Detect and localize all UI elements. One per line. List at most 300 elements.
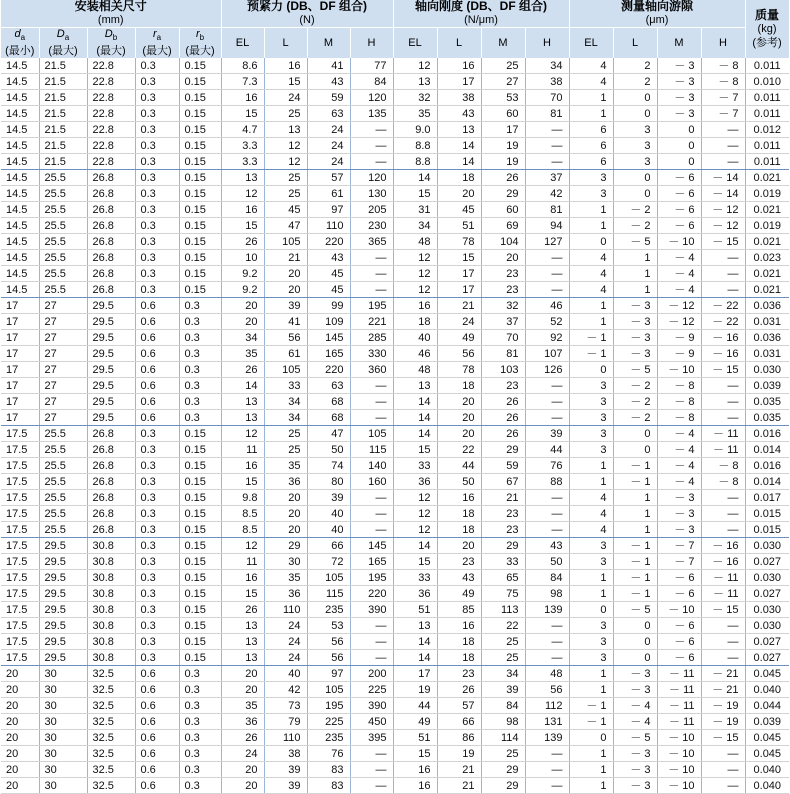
table-cell: 0 [657, 154, 701, 170]
table-cell: 20 [481, 250, 525, 266]
table-cell: 86 [437, 730, 481, 746]
table-cell: — [525, 378, 569, 394]
table-cell: 0.15 [179, 186, 221, 202]
table-row [1, 58, 789, 74]
table-cell: — [350, 650, 393, 666]
level-col-header: H [701, 28, 745, 59]
table-cell: 0.021 [745, 170, 789, 186]
table-cell: 40 [264, 666, 307, 682]
table-cell: 39 [264, 762, 307, 778]
table-cell: 45 [307, 266, 350, 282]
table-cell: 66 [307, 538, 350, 554]
table-cell: 50 [525, 554, 569, 570]
table-cell: 17 [1, 346, 39, 362]
table-cell: 20 [1, 714, 39, 730]
table-cell: 33 [481, 554, 525, 570]
table-cell: 25.5 [39, 202, 87, 218]
table-cell: 51 [393, 730, 437, 746]
table-cell: — [525, 282, 569, 298]
table-cell: 20 [264, 266, 307, 282]
table-cell: 8.5 [221, 506, 264, 522]
table-cell: 97 [307, 202, 350, 218]
table-row [1, 538, 789, 554]
table-cell: 46 [525, 298, 569, 314]
table-cell: 285 [350, 330, 393, 346]
table-cell: 78 [437, 234, 481, 250]
table-cell: 0.3 [135, 74, 179, 90]
table-cell: 29.5 [87, 362, 135, 378]
table-cell: 21 [264, 250, 307, 266]
table-cell: 35 [221, 346, 264, 362]
table-cell: 0.3 [135, 442, 179, 458]
table-cell: 84 [481, 698, 525, 714]
table-cell: 450 [350, 714, 393, 730]
table-cell: 0.15 [179, 138, 221, 154]
table-cell: 30.8 [87, 650, 135, 666]
table-cell: — [701, 122, 745, 138]
table-cell: 29.5 [87, 394, 135, 410]
table-cell: 14.5 [1, 138, 39, 154]
table-cell: 0.15 [179, 202, 221, 218]
table-cell: 3 [613, 138, 657, 154]
table-cell: － 15 [701, 234, 745, 250]
table-cell: — [525, 410, 569, 426]
table-row [1, 698, 789, 714]
table-cell: 12 [221, 538, 264, 554]
table-row [1, 362, 789, 378]
table-row [1, 170, 789, 186]
table-cell: — [701, 762, 745, 778]
table-cell: 1 [613, 522, 657, 538]
table-cell: 17 [393, 666, 437, 682]
table-cell: 26 [481, 170, 525, 186]
table-cell: 120 [350, 170, 393, 186]
table-cell: 220 [307, 234, 350, 250]
table-cell: 25.5 [39, 250, 87, 266]
table-cell: － 4 [657, 266, 701, 282]
table-cell: － 7 [657, 554, 701, 570]
table-cell: 47 [264, 218, 307, 234]
table-cell: 0.3 [135, 266, 179, 282]
table-cell: 0.3 [179, 362, 221, 378]
table-cell: 0.019 [745, 186, 789, 202]
table-cell: 25.5 [39, 490, 87, 506]
table-cell: — [701, 650, 745, 666]
table-cell: 20 [264, 490, 307, 506]
table-cell: 76 [307, 746, 350, 762]
table-cell: 27 [39, 410, 87, 426]
table-cell: 32.5 [87, 746, 135, 762]
table-cell: 14.5 [1, 58, 39, 74]
table-cell: 120 [350, 90, 393, 106]
table-cell: 15 [393, 554, 437, 570]
table-cell: 26 [481, 394, 525, 410]
table-cell: 81 [525, 202, 569, 218]
table-cell: 76 [525, 458, 569, 474]
table-cell: 34 [264, 410, 307, 426]
table-cell: 17 [437, 282, 481, 298]
table-cell: 0.3 [179, 666, 221, 682]
table-cell: 38 [437, 90, 481, 106]
table-cell: 29.5 [39, 634, 87, 650]
table-row [1, 714, 789, 730]
table-cell: 2 [613, 74, 657, 90]
table-row [1, 186, 789, 202]
table-cell: 0 [613, 186, 657, 202]
table-cell: 0.3 [135, 234, 179, 250]
table-cell: 0.011 [745, 138, 789, 154]
table-cell: 24 [264, 90, 307, 106]
table-cell: 25 [264, 186, 307, 202]
table-row [1, 410, 789, 426]
table-cell: 0 [569, 730, 613, 746]
table-cell: 26.8 [87, 266, 135, 282]
table-cell: 1 [569, 202, 613, 218]
table-cell: 105 [307, 570, 350, 586]
table-cell: 94 [525, 218, 569, 234]
table-cell: 221 [350, 314, 393, 330]
table-cell: 15 [221, 474, 264, 490]
table-cell: 195 [307, 698, 350, 714]
table-cell: 200 [350, 666, 393, 682]
table-cell: 6 [569, 122, 613, 138]
table-cell: 3 [569, 170, 613, 186]
table-row [1, 634, 789, 650]
table-cell: 20 [437, 426, 481, 442]
table-cell: － 2 [613, 410, 657, 426]
table-cell: 0.036 [745, 298, 789, 314]
table-cell: 23 [481, 282, 525, 298]
table-cell: － 8 [701, 474, 745, 490]
table-cell: － 12 [657, 298, 701, 314]
table-cell: 20 [437, 410, 481, 426]
table-cell: 26.8 [87, 506, 135, 522]
table-cell: 14 [437, 154, 481, 170]
table-cell: 0.3 [135, 90, 179, 106]
table-cell: 4 [569, 250, 613, 266]
table-cell: 3 [569, 554, 613, 570]
table-cell: 8.8 [393, 138, 437, 154]
table-cell: 25.5 [39, 474, 87, 490]
table-cell: 20 [264, 522, 307, 538]
table-cell: 0 [613, 634, 657, 650]
table-row [1, 122, 789, 138]
table-cell: － 7 [701, 106, 745, 122]
table-cell: － 10 [657, 234, 701, 250]
table-cell: 44 [393, 698, 437, 714]
table-cell: 14.5 [1, 170, 39, 186]
table-cell: 0.021 [745, 202, 789, 218]
table-cell: 53 [481, 90, 525, 106]
table-cell: 11 [221, 554, 264, 570]
table-cell: 27 [39, 330, 87, 346]
table-cell: 19 [481, 138, 525, 154]
table-cell: 13 [437, 122, 481, 138]
table-cell: 12 [393, 506, 437, 522]
table-cell: 15 [393, 186, 437, 202]
table-cell: 0.3 [179, 378, 221, 394]
level-col-header: EL [569, 28, 613, 59]
table-cell: — [350, 778, 393, 794]
table-cell: － 5 [613, 362, 657, 378]
table-cell: 14.5 [1, 186, 39, 202]
table-cell: 35 [264, 458, 307, 474]
table-cell: 35 [264, 570, 307, 586]
table-cell: 26 [221, 234, 264, 250]
table-cell: 69 [481, 218, 525, 234]
table-cell: 24 [307, 138, 350, 154]
table-cell: 30 [39, 746, 87, 762]
table-cell: － 16 [701, 330, 745, 346]
table-cell: 1 [613, 490, 657, 506]
table-cell: 0.15 [179, 458, 221, 474]
table-cell: 17.5 [1, 602, 39, 618]
table-cell: 17 [1, 362, 39, 378]
table-cell: 22.8 [87, 122, 135, 138]
table-cell: 19 [393, 682, 437, 698]
table-cell: 23 [437, 666, 481, 682]
table-cell: 27 [481, 74, 525, 90]
table-cell: － 11 [657, 714, 701, 730]
table-cell: 22.8 [87, 138, 135, 154]
table-cell: 14.5 [1, 218, 39, 234]
table-cell: － 4 [657, 250, 701, 266]
table-cell: 13 [393, 618, 437, 634]
table-cell: 25.5 [39, 234, 87, 250]
table-cell: 16 [393, 298, 437, 314]
table-cell: 17.5 [1, 570, 39, 586]
table-cell: 35 [393, 106, 437, 122]
table-cell: 103 [481, 362, 525, 378]
table-cell: 225 [307, 714, 350, 730]
table-cell: — [525, 778, 569, 794]
table-cell: 48 [393, 362, 437, 378]
table-cell: 35 [221, 698, 264, 714]
table-cell: — [701, 618, 745, 634]
table-cell: 0.3 [135, 538, 179, 554]
table-cell: 0.031 [745, 346, 789, 362]
table-cell: 17.5 [1, 586, 39, 602]
table-cell: 1 [613, 506, 657, 522]
table-cell: — [525, 618, 569, 634]
table-row [1, 154, 789, 170]
table-cell: 0.15 [179, 490, 221, 506]
table-cell: 25 [264, 106, 307, 122]
table-cell: 0.15 [179, 474, 221, 490]
table-cell: 130 [350, 186, 393, 202]
table-cell: 0.15 [179, 122, 221, 138]
table-cell: 14.5 [1, 106, 39, 122]
table-cell: － 1 [569, 330, 613, 346]
table-cell: 0.15 [179, 58, 221, 74]
table-cell: 10 [221, 250, 264, 266]
table-cell: － 1 [613, 538, 657, 554]
table-cell: 20 [221, 314, 264, 330]
table-cell: 61 [264, 346, 307, 362]
table-cell: 365 [350, 234, 393, 250]
table-cell: 0.15 [179, 90, 221, 106]
table-cell: 30 [264, 554, 307, 570]
table-cell: 0.045 [745, 746, 789, 762]
table-cell: 17 [1, 330, 39, 346]
table-row [1, 202, 789, 218]
table-cell: 0.017 [745, 490, 789, 506]
table-cell: 0.011 [745, 154, 789, 170]
table-cell: 0.15 [179, 282, 221, 298]
table-cell: － 10 [657, 746, 701, 762]
table-cell: 0.3 [135, 58, 179, 74]
table-cell: 38 [264, 746, 307, 762]
table-cell: — [525, 650, 569, 666]
table-cell: 51 [437, 218, 481, 234]
table-cell: 4 [569, 74, 613, 90]
table-cell: 0.3 [135, 250, 179, 266]
table-cell: — [525, 746, 569, 762]
table-cell: － 4 [657, 442, 701, 458]
table-row [1, 586, 789, 602]
table-cell: 0.6 [135, 298, 179, 314]
table-cell: 61 [307, 186, 350, 202]
table-cell: 20 [1, 666, 39, 682]
table-cell: 16 [393, 762, 437, 778]
table-cell: 21.5 [39, 154, 87, 170]
table-cell: － 9 [657, 330, 701, 346]
table-cell: 18 [437, 170, 481, 186]
table-cell: 29.5 [87, 378, 135, 394]
table-cell: 14 [221, 378, 264, 394]
table-cell: － 3 [657, 506, 701, 522]
table-cell: 1 [569, 570, 613, 586]
table-cell: 67 [481, 474, 525, 490]
table-cell: 27 [39, 394, 87, 410]
table-cell: － 8 [657, 394, 701, 410]
table-cell: 34 [481, 666, 525, 682]
table-cell: 1 [569, 474, 613, 490]
table-cell: － 6 [657, 634, 701, 650]
table-cell: 81 [525, 106, 569, 122]
table-cell: 0.15 [179, 74, 221, 90]
table-cell: 145 [307, 330, 350, 346]
table-cell: 21 [481, 490, 525, 506]
table-cell: 66 [437, 714, 481, 730]
table-cell: 16 [264, 58, 307, 74]
table-cell: 0.3 [179, 778, 221, 794]
table-cell: 8.5 [221, 522, 264, 538]
table-cell: － 15 [701, 362, 745, 378]
table-cell: 0.030 [745, 362, 789, 378]
table-cell: 11 [221, 442, 264, 458]
table-cell: 17.5 [1, 458, 39, 474]
table-cell: 17.5 [1, 618, 39, 634]
table-cell: 25.5 [39, 282, 87, 298]
table-cell: 0.6 [135, 330, 179, 346]
table-cell: — [701, 282, 745, 298]
table-cell: 30 [39, 730, 87, 746]
table-cell: 15 [393, 746, 437, 762]
table-row [1, 570, 789, 586]
table-cell: 0.3 [179, 746, 221, 762]
table-cell: — [701, 634, 745, 650]
table-cell: 14 [393, 394, 437, 410]
table-cell: 0.3 [135, 586, 179, 602]
table-cell: 50 [437, 474, 481, 490]
table-cell: 0.015 [745, 506, 789, 522]
table-cell: － 7 [657, 538, 701, 554]
table-row [1, 282, 789, 298]
table-cell: 126 [525, 362, 569, 378]
table-cell: 12 [221, 186, 264, 202]
table-cell: — [350, 618, 393, 634]
table-cell: 3 [569, 634, 613, 650]
table-cell: 9.8 [221, 490, 264, 506]
table-cell: 14.5 [1, 154, 39, 170]
table-cell: 14 [393, 634, 437, 650]
table-row [1, 458, 789, 474]
table-cell: － 12 [701, 202, 745, 218]
bearing-spec-table [1, 0, 790, 794]
table-cell: 9.2 [221, 266, 264, 282]
table-cell: 16 [221, 570, 264, 586]
table-cell: 29.5 [39, 618, 87, 634]
table-cell: 29.5 [39, 650, 87, 666]
table-cell: 0.021 [745, 282, 789, 298]
table-cell: － 16 [701, 554, 745, 570]
table-cell: － 2 [613, 218, 657, 234]
table-cell: 7.3 [221, 74, 264, 90]
table-cell: 1 [569, 314, 613, 330]
table-cell: 17.5 [1, 554, 39, 570]
table-cell: 29.5 [39, 602, 87, 618]
table-cell: 24 [264, 650, 307, 666]
table-cell: 25 [264, 170, 307, 186]
table-cell: 32.5 [87, 682, 135, 698]
table-cell: 56 [525, 682, 569, 698]
table-cell: 74 [307, 458, 350, 474]
table-cell: 13 [221, 618, 264, 634]
table-cell: 24 [437, 314, 481, 330]
table-cell: 85 [437, 602, 481, 618]
table-cell: 32 [481, 298, 525, 314]
table-cell: 0.3 [179, 330, 221, 346]
table-cell: － 3 [657, 58, 701, 74]
table-cell: 0.3 [135, 426, 179, 442]
table-cell: 42 [264, 682, 307, 698]
table-cell: 395 [350, 730, 393, 746]
table-cell: 98 [481, 714, 525, 730]
table-cell: 12 [393, 266, 437, 282]
table-cell: 26.8 [87, 234, 135, 250]
table-cell: 13 [264, 122, 307, 138]
table-cell: 1 [613, 250, 657, 266]
table-cell: 12 [393, 58, 437, 74]
table-cell: 56 [307, 650, 350, 666]
table-cell: 12 [393, 250, 437, 266]
table-row [1, 746, 789, 762]
table-cell: 21 [437, 778, 481, 794]
table-cell: 230 [350, 218, 393, 234]
table-cell: 0.15 [179, 570, 221, 586]
table-cell: 49 [393, 714, 437, 730]
table-cell: 44 [525, 442, 569, 458]
table-cell: － 3 [657, 106, 701, 122]
level-col-header: M [657, 28, 701, 59]
table-cell: － 22 [701, 298, 745, 314]
table-cell: — [350, 506, 393, 522]
table-cell: 1 [613, 266, 657, 282]
table-cell: － 3 [613, 666, 657, 682]
table-cell: 105 [264, 362, 307, 378]
table-cell: 25 [481, 746, 525, 762]
